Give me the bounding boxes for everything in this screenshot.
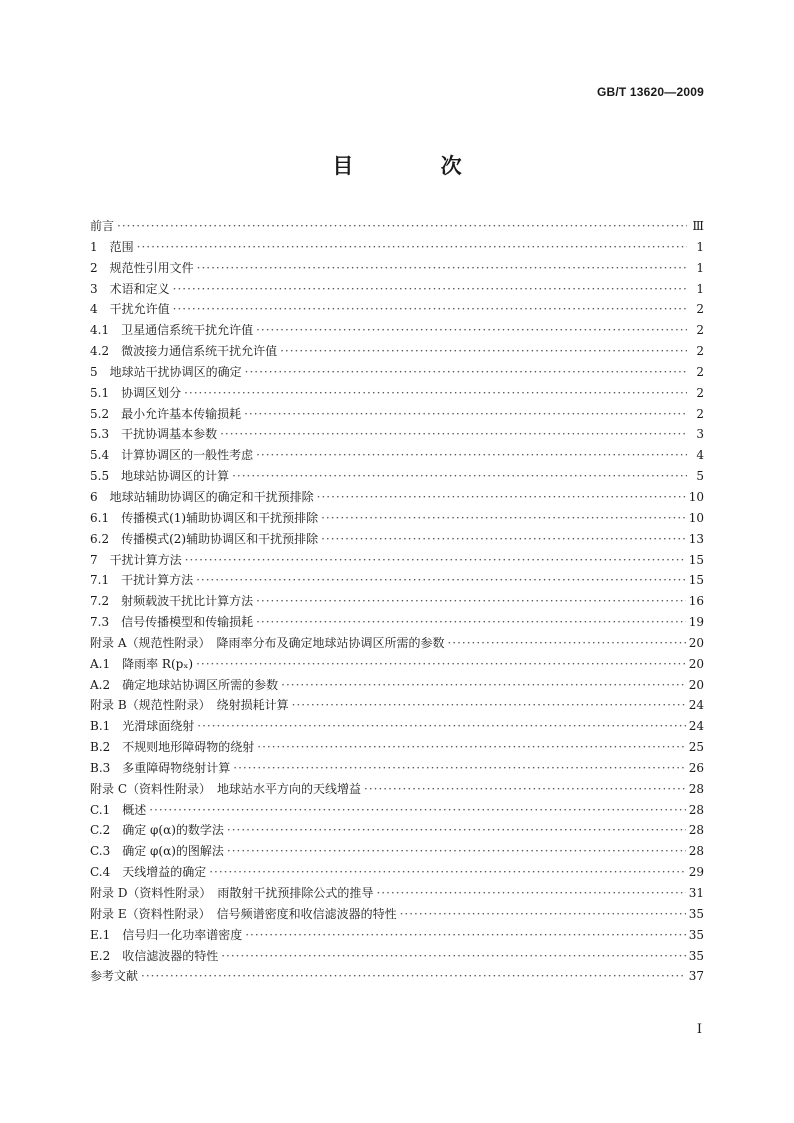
toc-entry-page: 15 — [688, 573, 704, 588]
dot-leader — [364, 779, 686, 800]
toc-entry-page: 2 — [696, 344, 704, 359]
toc-entry[interactable] — [90, 675, 704, 696]
toc-entry-page: 29 — [688, 865, 704, 880]
toc-entry-page: 15 — [688, 552, 704, 567]
toc-entry-label: 4.1 卫星通信系统干扰允许值 — [90, 323, 254, 338]
dot-leader — [245, 925, 686, 946]
toc-entry-page: 31 — [688, 886, 704, 900]
dot-leader — [317, 487, 686, 508]
toc-entry[interactable] — [90, 404, 704, 425]
dot-leader — [227, 841, 686, 862]
dot-leader — [244, 404, 687, 425]
dot-leader — [184, 383, 687, 404]
dot-leader — [137, 237, 687, 258]
standard-code: GB/T 13620—2009 — [596, 85, 704, 99]
toc-entry-page: 26 — [688, 760, 704, 775]
toc-entry-page: 37 — [688, 969, 704, 984]
toc-entry[interactable] — [90, 758, 704, 779]
toc-entry-page: 20 — [688, 677, 704, 692]
toc-entry-label: 6.1 传播模式(1)辅助协调区和干扰预排除 — [90, 510, 319, 525]
toc-entry[interactable] — [90, 862, 704, 883]
toc-entry[interactable] — [90, 591, 704, 612]
toc-entry[interactable] — [90, 383, 704, 404]
toc-entry-label: 5.2 最小允许基本传输损耗 — [90, 406, 242, 421]
toc-entry-page: 13 — [688, 531, 704, 546]
toc-entry-label: 4 干扰允许值 — [90, 302, 170, 317]
toc-entry[interactable] — [90, 237, 704, 258]
toc-entry[interactable] — [90, 508, 704, 529]
toc-entry-page: 25 — [688, 740, 704, 755]
dot-leader — [197, 258, 687, 279]
toc-entry-page: 4 — [696, 448, 704, 463]
toc-entry-label: E.1 信号归一化功率谱密度 — [90, 927, 243, 942]
toc-entry-label: 附录 A（规范性附录） 降雨率分布及确定地球站协调区所需的参数 — [90, 635, 445, 650]
toc-entry[interactable] — [90, 925, 704, 946]
toc-entry-label: E.2 收信滤波器的特性 — [90, 948, 219, 963]
toc-entry[interactable] — [90, 716, 704, 737]
toc-entry-label: 7.3 信号传播模型和传输损耗 — [90, 615, 254, 630]
toc-entry[interactable] — [90, 570, 704, 591]
dot-leader — [256, 591, 686, 612]
toc-entry[interactable] — [90, 258, 704, 279]
toc-entry-page: 28 — [688, 802, 704, 817]
toc-entry-label: 3 术语和定义 — [90, 281, 170, 296]
toc-entry-label: 5.5 地球站协调区的计算 — [90, 469, 230, 484]
toc-entry-page: 28 — [688, 781, 704, 796]
toc-entry[interactable] — [90, 529, 704, 550]
dot-leader — [256, 612, 686, 633]
toc-entry-label: 4.2 微波接力通信系统干扰允许值 — [90, 344, 278, 359]
dot-leader — [220, 424, 687, 445]
dot-leader — [256, 445, 687, 466]
toc-entry[interactable] — [90, 737, 704, 758]
toc-entry[interactable] — [90, 654, 704, 675]
toc-entry-label: 参考文献 — [90, 969, 139, 984]
dot-leader — [173, 299, 687, 320]
dot-leader — [257, 737, 685, 758]
toc-entry[interactable] — [90, 966, 704, 987]
toc-entry[interactable] — [90, 883, 704, 904]
toc-entry-label: A.1 降雨率 R(pₓ) — [90, 656, 194, 671]
toc-entry[interactable] — [90, 800, 704, 821]
toc-entry-label: 附录 D（资料性附录） 雨散射干扰预排除公式的推导 — [90, 886, 374, 900]
dot-leader — [196, 570, 686, 591]
toc-entry-page: 1 — [696, 239, 704, 254]
toc-entry-label: 7 干扰计算方法 — [90, 552, 182, 567]
toc-entry-page: 1 — [696, 260, 704, 275]
toc-entry-page: 2 — [696, 364, 704, 379]
toc-entry-label: 附录 B（规范性附录） 绕射损耗计算 — [90, 698, 289, 713]
toc-entry-page: 2 — [696, 385, 704, 400]
dot-leader — [321, 508, 686, 529]
toc-entry-label: 附录 C（资料性附录） 地球站水平方向的天线增益 — [90, 781, 361, 796]
toc-entry[interactable] — [90, 550, 704, 571]
dot-leader — [256, 320, 687, 341]
toc-entry-label: 前言 — [90, 219, 115, 233]
toc-entry[interactable] — [90, 946, 704, 967]
dot-leader — [321, 529, 686, 550]
toc-entry[interactable] — [90, 341, 704, 362]
toc-entry-page: 24 — [688, 698, 704, 713]
toc-entry-page: 20 — [688, 656, 704, 671]
toc-entry-page: Ⅲ — [692, 219, 704, 233]
dot-leader — [197, 716, 685, 737]
toc-entry-label: 7.1 干扰计算方法 — [90, 573, 194, 588]
toc-entry-page: 10 — [688, 489, 704, 504]
dot-leader — [233, 758, 685, 779]
toc-entry-page: 2 — [696, 406, 704, 421]
page-title: 目 次 — [332, 154, 502, 178]
dot-leader — [149, 800, 686, 821]
toc-entry[interactable] — [90, 904, 704, 925]
toc-entry[interactable] — [90, 841, 704, 862]
dot-leader — [209, 862, 686, 883]
toc-entry-label: 7.2 射频载波干扰比计算方法 — [90, 594, 254, 609]
toc-entry[interactable] — [90, 445, 704, 466]
toc-entry-page: 35 — [688, 948, 704, 963]
toc-entry-page: 2 — [696, 302, 704, 317]
toc-entry-page: 35 — [688, 906, 704, 921]
toc-entry-page: 19 — [688, 615, 704, 630]
dot-leader — [376, 883, 685, 904]
dot-leader — [227, 820, 686, 841]
toc-entry[interactable] — [90, 612, 704, 633]
toc-entry-label: C.1 概述 — [90, 802, 147, 817]
toc-entry[interactable] — [90, 362, 704, 383]
dot-leader — [245, 362, 687, 383]
toc-entry-label: C.2 确定 φ(α)的数学法 — [90, 823, 224, 838]
toc-entry[interactable] — [90, 320, 704, 341]
toc-entry-page: 28 — [688, 844, 704, 859]
toc-entry-label: 1 范围 — [90, 239, 134, 254]
dot-leader — [281, 675, 686, 696]
dot-leader — [185, 550, 686, 571]
toc-entry-label: 附录 E（资料性附录） 信号频谱密度和收信滤波器的特性 — [90, 906, 397, 921]
toc-entry[interactable] — [90, 779, 704, 800]
dot-leader — [447, 633, 685, 654]
toc-entry-page: 3 — [696, 427, 704, 442]
table-of-contents — [90, 216, 704, 987]
toc-entry-page: 28 — [688, 823, 704, 838]
toc-entry-label: 6 地球站辅助协调区的确定和干扰预排除 — [90, 489, 314, 504]
toc-entry-label: B.1 光滑球面绕射 — [90, 719, 195, 734]
dot-leader — [141, 966, 686, 987]
toc-entry[interactable] — [90, 633, 704, 654]
dot-leader — [292, 695, 686, 716]
toc-entry-page: 10 — [688, 510, 704, 525]
toc-entry[interactable] — [90, 466, 704, 487]
toc-entry-label: 5.4 计算协调区的一般性考虑 — [90, 448, 254, 463]
dot-leader — [232, 466, 687, 487]
toc-entry-label: B.2 不规则地形障碍物的绕射 — [90, 740, 255, 755]
toc-entry-page: 35 — [688, 927, 704, 942]
toc-entry-label: B.3 多重障碍物绕射计算 — [90, 760, 231, 775]
toc-entry[interactable] — [90, 487, 704, 508]
toc-entry-label: C.4 天线增益的确定 — [90, 865, 207, 880]
toc-entry[interactable] — [90, 695, 704, 716]
toc-entry-label: C.3 确定 φ(α)的图解法 — [90, 844, 224, 859]
toc-entry[interactable] — [90, 216, 704, 237]
dot-leader — [280, 341, 687, 362]
toc-entry-page: 5 — [696, 469, 704, 484]
toc-entry[interactable] — [90, 299, 704, 320]
dot-leader — [196, 654, 686, 675]
dot-leader — [117, 216, 687, 237]
toc-entry-label: 5.3 干扰协调基本参数 — [90, 427, 218, 442]
toc-entry[interactable] — [90, 424, 704, 445]
toc-entry-page: 20 — [688, 635, 704, 650]
toc-entry-label: A.2 确定地球站协调区所需的参数 — [90, 677, 279, 692]
dot-leader — [173, 279, 687, 300]
toc-entry-label: 2 规范性引用文件 — [90, 260, 194, 275]
dot-leader — [400, 904, 686, 925]
toc-entry-label: 6.2 传播模式(2)辅助协调区和干扰预排除 — [90, 531, 319, 546]
toc-entry[interactable] — [90, 279, 704, 300]
toc-entry-page: 2 — [696, 323, 704, 338]
toc-entry-page: 1 — [696, 281, 704, 296]
dot-leader — [221, 946, 686, 967]
page-number: I — [696, 1022, 702, 1037]
toc-entry-label: 5 地球站干扰协调区的确定 — [90, 364, 242, 379]
toc-entry-page: 16 — [688, 594, 704, 609]
toc-entry[interactable] — [90, 820, 704, 841]
toc-entry-page: 24 — [688, 719, 704, 734]
toc-entry-label: 5.1 协调区划分 — [90, 385, 182, 400]
